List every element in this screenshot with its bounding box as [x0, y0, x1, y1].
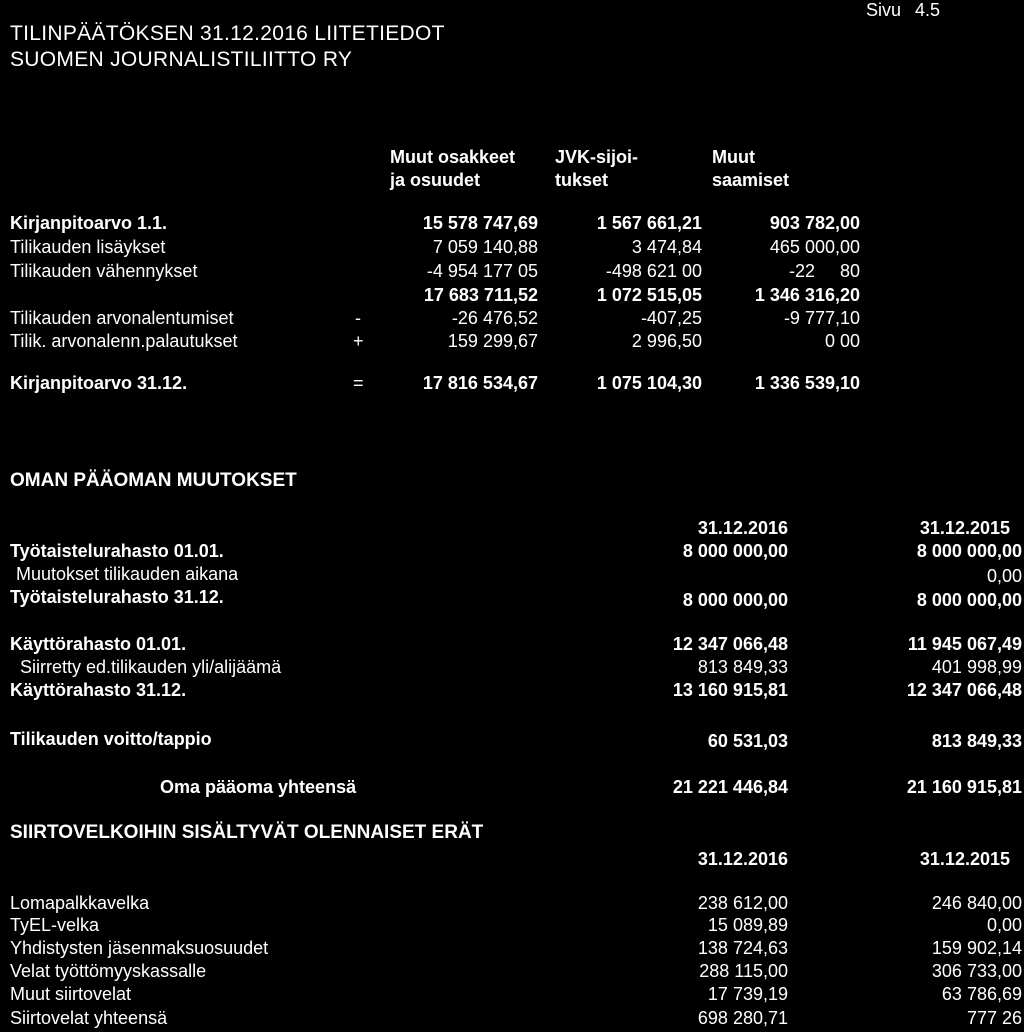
table-cell-total: 21 221 446,84	[672, 777, 788, 797]
equity-col-2015: 31.12.2015	[919, 518, 1010, 538]
table-cell: 0,00	[986, 915, 1022, 935]
table-row-label: Lomapalkkavelka	[10, 893, 150, 913]
table-cell: 13 160 915,81	[672, 680, 788, 700]
col-header-shares-2: ja osuudet	[390, 170, 481, 190]
page-label: Sivu	[866, 0, 902, 20]
table-cell: 813 849,33	[931, 731, 1022, 751]
organization-name: SUOMEN JOURNALISTILIITTO RY	[10, 48, 353, 71]
table-cell: 138 724,63	[697, 938, 788, 958]
table-cell: -9 777,10	[783, 308, 860, 328]
table-row-label: Kirjanpitoarvo 31.12.	[10, 373, 188, 393]
table-cell: 246 840,00	[931, 893, 1022, 913]
table-row-label: Tilikauden voitto/tappio	[10, 729, 212, 749]
table-cell: 238 612,00	[697, 893, 788, 913]
accruals-col-2016: 31.12.2016	[697, 849, 788, 869]
table-cell-total: 1 336 539,10	[754, 373, 860, 393]
table-cell: 465 000,00	[769, 237, 860, 257]
table-row-label: Tilikauden vähennykset	[10, 261, 198, 281]
col-header-jvk: JVK-sijoi-	[555, 147, 639, 167]
table-row-label: Tilikauden lisäykset	[10, 237, 166, 257]
table-cell-subtotal: 1 072 515,05	[596, 285, 702, 305]
table-row-label: Tilikauden arvonalentumiset	[10, 308, 234, 328]
table-row-label: Siirretty ed.tilikauden yli/alijäämä	[20, 657, 282, 677]
table-cell: 2 996,50	[631, 331, 702, 351]
page-number: 4.5	[915, 0, 941, 20]
table-row-label: Tilik. arvonalenn.palautukset	[10, 331, 238, 351]
table-cell: 8 000 000,00	[916, 541, 1022, 561]
col-header-shares: Muut osakkeet	[390, 147, 516, 167]
table-row-label: Käyttörahasto 01.01.	[10, 634, 187, 654]
table-cell: 1 567 661,21	[596, 213, 702, 233]
table-cell: 3 474,84	[631, 237, 702, 257]
table-cell: 15 089,89	[707, 915, 788, 935]
table-cell: 12 347 066,48	[672, 634, 788, 654]
table-cell: 288 115,00	[699, 961, 788, 981]
table-row-label: TyEL-velka	[10, 915, 100, 935]
table-cell-total: 1 075 104,30	[596, 373, 702, 393]
table-row-label: Kirjanpitoarvo 1.1.	[10, 213, 168, 233]
table-cell-total: 698 280,71	[697, 1008, 788, 1028]
table-row-label: Oma pääoma yhteensä	[160, 777, 357, 797]
table-cell: 11 945 067,49	[907, 634, 1022, 654]
operator-minus: -	[355, 308, 361, 328]
col-header-receivables-2: saamiset	[712, 170, 790, 190]
table-cell: 63 786,69	[941, 984, 1022, 1004]
table-cell: -407,25	[640, 308, 702, 328]
document-title: TILINPÄÄTÖKSEN 31.12.2016 LIITETIEDOT	[10, 22, 445, 45]
table-cell: 401 998,99	[931, 657, 1022, 677]
accruals-section-title: SIIRTOVELKOIHIN SISÄLTYVÄT OLENNAISET ERÄT	[10, 822, 484, 843]
table-cell: 8 000 000,00	[682, 590, 788, 610]
table-row-label: Työtaistelurahasto 31.12.	[10, 587, 224, 607]
equity-col-2016: 31.12.2016	[697, 518, 788, 538]
table-row-label: Velat työttömyyskassalle	[10, 961, 207, 981]
table-cell: 8 000 000,00	[916, 590, 1022, 610]
table-cell: 903 782,00	[769, 213, 860, 233]
table-cell: 15 578 747,69	[422, 213, 538, 233]
table-cell-subtotal: 17 683 711,52	[423, 285, 538, 305]
table-row-label: Yhdistysten jäsenmaksuosuudet	[10, 938, 269, 958]
col-header-receivables: Muut	[712, 147, 755, 167]
table-cell: -26 476,52	[451, 308, 538, 328]
table-row-label: Muutokset tilikauden aikana	[16, 564, 239, 584]
table-row-label: Käyttörahasto 31.12.	[10, 680, 187, 700]
table-cell: 8 000 000,00	[682, 541, 788, 561]
table-cell: -498 621 00	[605, 261, 702, 281]
table-cell: 7 059 140,88	[432, 237, 538, 257]
table-cell: 17 739,19	[707, 984, 788, 1004]
table-cell: 159 902,14	[931, 938, 1022, 958]
table-cell-total: 17 816 534,67	[422, 373, 538, 393]
table-cell-subtotal: 1 346 316,20	[754, 285, 860, 305]
table-row-label: Työtaistelurahasto 01.01.	[10, 541, 224, 561]
table-cell: -4 954 177 05	[426, 261, 538, 281]
table-cell: 159 299,67	[447, 331, 538, 351]
table-row-label: Muut siirtovelat	[10, 984, 132, 1004]
table-cell: 813 849,33	[697, 657, 788, 677]
operator-plus: +	[353, 331, 364, 351]
table-cell: 0 00	[824, 331, 860, 351]
table-row-label: Siirtovelat yhteensä	[10, 1008, 168, 1028]
table-cell: 60 531,03	[707, 731, 788, 751]
col-header-jvk-2: tukset	[555, 170, 609, 190]
table-cell-total: 777 26	[966, 1008, 1022, 1028]
table-cell: 306 733,00	[931, 961, 1022, 981]
table-cell-total: 21 160 915,81	[906, 777, 1022, 797]
accruals-col-2015: 31.12.2015	[919, 849, 1010, 869]
operator-equals: =	[353, 373, 364, 393]
table-cell: -22 80	[788, 261, 860, 281]
table-cell: 0,00	[986, 566, 1022, 586]
equity-section-title: OMAN PÄÄOMAN MUUTOKSET	[10, 470, 297, 491]
table-cell: 12 347 066,48	[906, 680, 1022, 700]
